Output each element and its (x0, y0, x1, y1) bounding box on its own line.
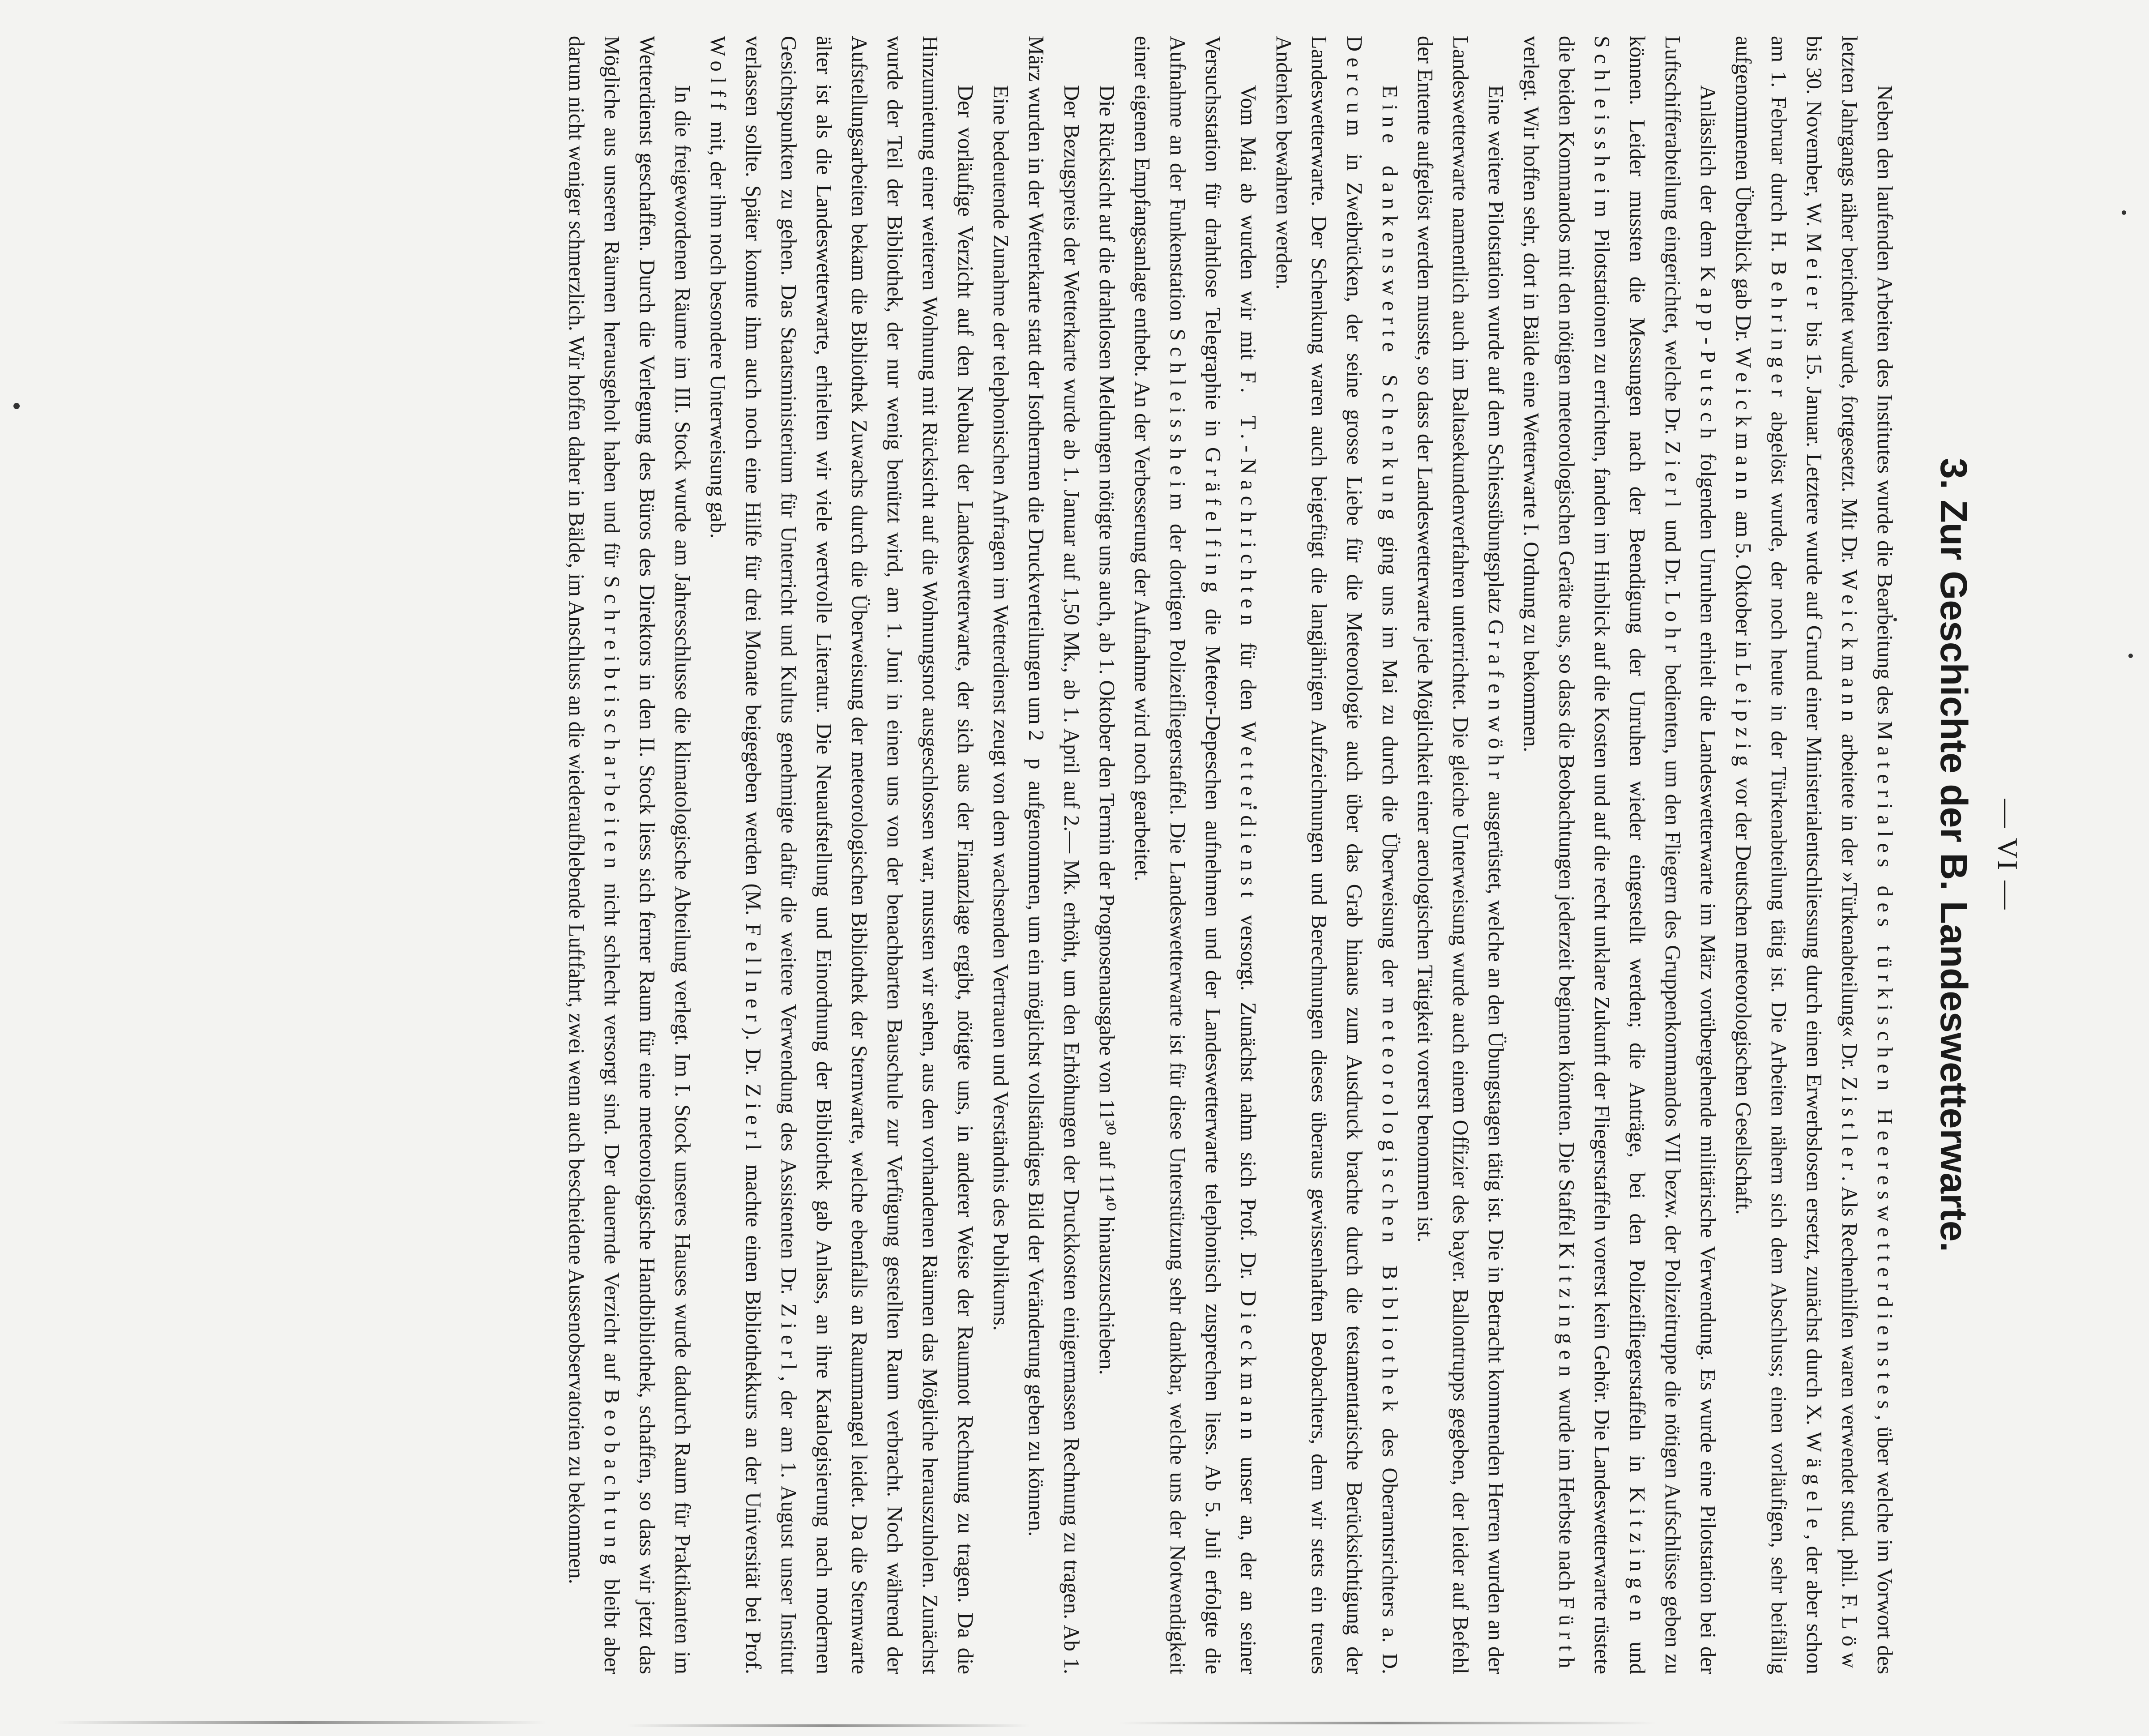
spaced-place: Kitzingen (1555, 1242, 1578, 1383)
spaced-name: Behringer (1767, 261, 1790, 403)
scan-edge-streak (54, 1721, 546, 1724)
spaced-name: Zistler (1837, 1077, 1861, 1176)
text-run: In die freigewordenen Räume im III. Stock wurde am Jahresschlusse die klimatologische Abteilung verlegt. Im I. Stock unseres Hauses wurde dadurch Raum für Praktikanten im Wetterdienst geschaffen. Durch die Verlegung des Büros des Direktors in den II. Stock liess sich ferner Raum für eine meteorologische Handbibliothek, schaffen, so dass wir jetzt das Mögliche aus unseren Räumen herausgeholt haben und für (600, 36, 694, 1674)
paragraph-10 (559, 36, 700, 1674)
text-run: . Als Rechenhilfen waren verwendet stud. phil. F. (1837, 1176, 1861, 1616)
text-run: Die Rücksicht auf die drahtlosen Meldungen nötigte uns auch, ab 1. Oktober den Termin der Prognosenausgabe von 11³⁰ auf 11⁴⁰ hinauszuschieben. (1095, 85, 1119, 1375)
text-run: Pilotstationen zu errichten, fanden im Hinblick auf die Kosten und auf die recht unklare Zukunft der Fliegerstaffeln vorerst kein Gehör. Die Landeswetterwarte rüstete die beiden Kommandos mit den nötigen meteorologischen Geräte aus, so dass die Beobachtungen jederzeit beginnen könnten. Die Staffel (1555, 36, 1614, 1674)
paragraph-9 (700, 36, 983, 1674)
paragraph-4 (1266, 36, 1407, 1674)
text-run: ). Dr. (741, 1027, 765, 1084)
scan-speck (13, 403, 20, 409)
spaced-term: F. T.-Nachrichten (1236, 371, 1260, 632)
paragraph-3 (1407, 36, 1513, 1674)
scan-edge-streak (627, 1724, 1030, 1727)
paragraph-2 (1513, 36, 1726, 1674)
text-run: der dortigen Polizeifliegerstaffel. Die Landeswetterwarte ist für diese Unterstützung sehr dankbar, welche uns der Notwendigkeit einer eigenen Empfangsanlage enthebt. An der Verbesserung der Aufnahme wird noch gearbeitet. (1130, 36, 1189, 1674)
page-number: — VI — (1992, 799, 2024, 911)
paragraph-5 (1124, 36, 1266, 1674)
spaced-place: Leipzig (1731, 663, 1755, 773)
spaced-name: Weickmann (1731, 347, 1755, 505)
text-run: versorgt. Zunächst nahm sich Prof. Dr. (1236, 903, 1260, 1291)
spaced-term: meteorologischen Bibliothek (1378, 997, 1401, 1418)
text-run: bleibt aber darum nicht weniger schmerzlich. Wir hoffen daher in Bälde, im Anschluss an die wiederaufblebende Luftfahrt, zwei wenn auch bescheidene Aussenobservatorien zu bekommen. (564, 36, 624, 1674)
spaced-term: Eine dankenswerte Schenkung (1378, 85, 1401, 526)
spaced-term: Schreibtischarbeiten (600, 576, 624, 875)
text-run: des Oberamtsrichters a. D. (1378, 1418, 1401, 1675)
text-run: Anlässlich der dem (1696, 85, 1720, 266)
spaced-name: Dieckmann (1236, 1291, 1260, 1445)
spaced-term: Materiales des türkischen Heereswetterdienstes (1873, 721, 1897, 1415)
text-run: bis 30. November, W. (1802, 36, 1826, 233)
text-run: verlegt. Wir hoffen sehr, dort in Bälde eine Wetterwarte I. Ordnung zu bekommen. (1519, 36, 1543, 753)
spaced-term: Beobachtung (600, 1389, 624, 1571)
text-run: , über welche im Vorwort des letzten Jahrgangs näher berichtet wurde, fortgesetzt. Mit Dr. (1837, 36, 1897, 1674)
text-run: abgelöst wurde, der noch heute in der Türkenabteilung tätig ist. Die Arbeiten nähern sich dem Abschluss; einen vorläufigen, sehr beifällig aufgenommenen Überblick gab Dr. (1731, 36, 1790, 1674)
text-run: bedienten, um den Fliegern des Gruppenkommandos VII bezw. der Polizeitruppe die nötigen Aufschlüsse geben zu können. Leider mussten die Messungen nach der Beendigung der Unruhen wieder eingestellt werden; die Anträge, bei den Polizeifliegerstaffeln in (1625, 36, 1684, 1675)
paragraph-1 (1726, 36, 1902, 1674)
spaced-term: Kapp-Putsch (1696, 266, 1720, 445)
spaced-term: Wetterdienst (1236, 721, 1260, 904)
text-run: ging uns im Mai zu durch die Überweisung der (1378, 526, 1401, 997)
spaced-name: Wolff (706, 36, 730, 116)
rotated-printed-page (103, 27, 2037, 1683)
body-text (559, 36, 1902, 1674)
spaced-name: Fellner (741, 924, 765, 1028)
scan-speck (2122, 210, 2126, 215)
paragraph-6 (1089, 36, 1124, 1674)
spaced-place: Gräfelfing (1201, 447, 1225, 599)
spaced-name: Zierl (1661, 440, 1684, 514)
text-run: Eine weitere Pilotstation wurde auf dem Schiessübungsplatz (1484, 85, 1508, 620)
spaced-name: Lohr (1661, 591, 1684, 658)
text-run: , der am 1. August unser Institut verlassen sollte. Später konnte ihm auch noch eine Hilfe für drei Monate beigegeben werden (M. (741, 36, 800, 1674)
text-run: am 5. Oktober in (1731, 505, 1755, 663)
spaced-name: Zierl (741, 1083, 765, 1157)
text-run: und (1625, 1627, 1649, 1675)
text-run: aufgenommen, um ein möglichst vollständiges Bild der Veränderung geben zu können. (1024, 775, 1048, 1537)
spaced-name: Meier (1802, 233, 1826, 316)
text-run: , der aber schon am 1. Februar durch H. (1767, 36, 1826, 1674)
section-title: 3. Zur Geschichte der B. Landeswetterwarte. (1933, 458, 1975, 1252)
text-run: Der Bezugspreis der Wetterkarte wurde ab 1. Januar auf 1,50 Mk., ab 1. April auf 2.— Mk. erhöht, um den Erhöhungen der Druckkosten einigermassen Rechnung zu tragen. Ab 1. März wurden in der Wetterkarte statt der Isothermen die Druckverteilungen um (1024, 36, 1083, 1674)
text-run: machte einen Bibliothekkurs an der Universität bei Prof. (741, 1156, 765, 1674)
spaced-place: Schleissheim (1166, 329, 1189, 517)
text-run: in Zweibrücken, der seine grosse Liebe für die Meteorologie auch über das Grab hinaus zum Ausdruck brachte durch die testamentarische Berücksichtigung der Landeswetterwarte. Der Schenkung waren auch beigefügt die langjährigen Aufzeichnungen und Berechnungen dieses überaus gewissenhaften Beobachters, dem wir stets ein treues Andenken bewahren werden. (1272, 36, 1366, 1674)
text-run: nicht schlecht versorgt sind. Der dauernde Verzicht auf (600, 874, 624, 1390)
text-run: und Dr. (1661, 513, 1684, 592)
scan-edge-streak (1119, 1722, 1656, 1724)
spaced-place: Kitzingen (1625, 1487, 1649, 1627)
spaced-name: Dercum (1342, 36, 1366, 142)
text-run: für den (1236, 631, 1260, 722)
spaced-place: Fürth (1555, 1597, 1578, 1674)
spaced-name: Löw (1837, 1616, 1861, 1674)
spaced-place: Grafenwöhr (1484, 619, 1508, 785)
text-run: Eine bedeutende Zunahme der telephonischen Anfragen im Wetterdienst zeugt von dem wachsenden Vertrauen und Verständnis des Publikums. (989, 85, 1013, 1331)
text-run: Der vorläufige Verzicht auf den Neubau der Landeswetterwarte, der sich aus der Finanzlage ergibt, nötigte uns, in anderer Weise der Raumnot Rechnung zu tragen. Da die Hinzumietung einer weiteren Wohnung mit Rücksicht auf die Wohnungsnot ausgeschlossen war, mussten wir sehen, aus den vorhandenen Räumen das Mögliche herauszuholen. Zunächst wurde der Teil der Bibliothek, der nur wenig benützt wird, am 1. Juni in einen uns von der benachbarten Bauschule zur Verfügung gestellten Raum verbracht. Noch während der Aufstellungsarbeiten bekam die Bibliothek Zuwachs durch die Überweisung der meteorologischen Bibliothek der Sternwarte, welche ebenfalls an Raummangel leidet. Da die Sternwarte älter ist als die Landeswetterwarte, erhielten wir viele wertvolle Literatur. Die Neuaufstellung und Einordnung der Bibliothek gab Anlass, an ihre Katalogisierung nach modernen Gesichtspunkten zu gehen. Das Staatsministerium für Unterricht und Kultus genehmigte dafür die weitere Verwendung des Assistenten Dr. (777, 36, 977, 1674)
text-run: bis 15. Januar. Letztere wurde auf Grund einer Ministerialentschliessung durch einen Erwerbslosen ersetzt, zunächst durch X. (1802, 315, 1826, 1432)
text-run: unser an, der an seiner Versuchsstation für drahtlose Telegraphie in (1201, 36, 1260, 1674)
text-run: wurde im Herbste nach (1555, 1382, 1578, 1597)
text-run: mit, der ihm noch besondere Unterweisung gab. (706, 115, 730, 539)
spaced-place: Schleissheim (1590, 36, 1614, 223)
paragraph-8 (983, 36, 1018, 1674)
spaced-term: 2 p (1024, 730, 1048, 776)
text-run: vor der Deutschen meteorologischen Gesellschaft. (1731, 772, 1755, 1215)
text-run: Neben den laufenden Arbeiten des Institutes wurde die Bearbeitung des (1873, 85, 1897, 721)
paragraph-7 (1018, 36, 1089, 1674)
scan-speck (2128, 654, 2133, 658)
spaced-name: Weickmann (1837, 569, 1861, 728)
text-run: die Meteor-Depeschen aufnehmen und der Landeswetterwarte telephonisch zusprechen liess. Ab 5. Juli erfolgte die Aufnahme an der Funkenstation (1166, 36, 1225, 1674)
text-run: folgenden Unruhen erhielt die Landeswetterwarte im März vorübergehende militärische Verwendung. Es wurde eine Pilotstation bei der Luftschifferabteilung eingerichtet, welche Dr. (1661, 36, 1720, 1674)
text-run: Vom Mai ab wurden wir mit (1236, 85, 1260, 371)
spaced-name: Wägele (1802, 1431, 1826, 1535)
spaced-name: Zierl (777, 1303, 800, 1376)
text-run: arbeitete in der »Türkenabteilung« Dr. (1837, 727, 1861, 1077)
text-run: ausgerüstet, welche an den Übungstagen tätig ist. Die in Betracht kommenden Herren wurden an der Landeswetterwarte namentlich auch im Baltasekundenverfahren unterrichtet. Die gleiche Unterweisung wurde auch einem Offizier des bayer. Ballontrupps gegeben, der leider auf Befehl der Entente aufgelöst werden musste, so dass der Landeswetterwarte jede Möglichkeit einer aerologischen Tätigkeit vorerst benommen ist. (1413, 36, 1508, 1674)
